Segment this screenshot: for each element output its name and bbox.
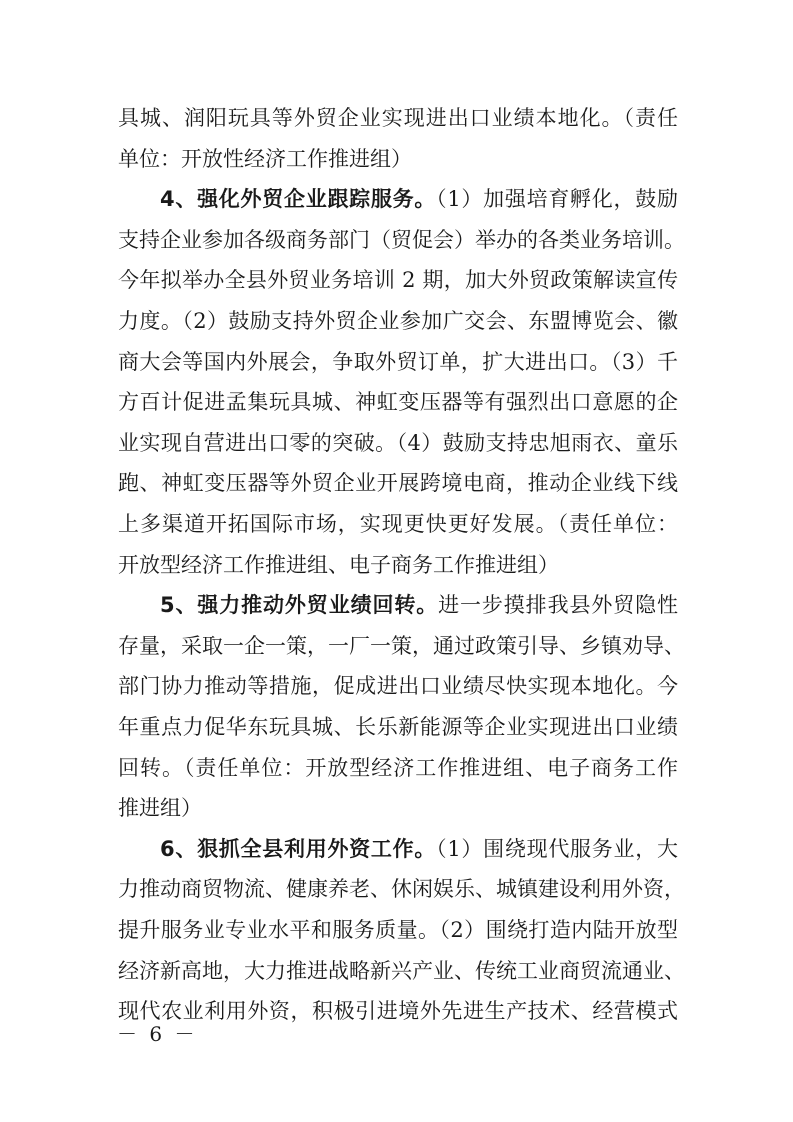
line-text: 商大会等国内外展会，争取外贸订单，扩大进出口。（3）千: [118, 349, 678, 374]
text-line: [160, 829, 678, 869]
line-text: 推进组）: [118, 796, 202, 821]
text-line: [118, 991, 678, 1031]
line-text: 跑、神虹变压器等外贸企业开展跨境电商，推动企业线下线: [118, 471, 678, 496]
line-text: 力度。（2）鼓励支持外贸企业参加广交会、东盟博览会、徽: [118, 309, 678, 333]
line-text: 部门协力推动等措施，促成进出口业绩尽快实现本地化。今: [118, 674, 678, 699]
page-number: － 6 －: [117, 1022, 198, 1046]
text-line: [118, 707, 678, 747]
line-text: （1）加强培育孵化，鼓励: [436, 187, 678, 212]
line-text: 具城、润阳玩具等外贸企业实现进出口业绩本地化。（责任: [118, 106, 678, 130]
text-line: [118, 423, 678, 463]
text-line: [118, 220, 685, 260]
line-text: 上多渠道开拓国际市场，实现更快更好发展。（责任单位：: [118, 512, 678, 536]
line-text: 现代农业利用外资，积极引进境外先进生产技术、经营模式: [118, 999, 678, 1024]
line-text: 力推动商贸物流、健康养老、休闲娱乐、城镇建设利用外资，: [118, 877, 685, 902]
line-text: 单位：开放性经济工作推进组）: [118, 146, 412, 171]
line-text: 方百计促进孟集玩具城、神虹变压器等有强烈出口意愿的企: [118, 390, 678, 415]
line-text: 提升服务业专业水平和服务质量。（2）围绕打造内陆开放型: [118, 918, 678, 942]
text-line: [160, 179, 678, 219]
text-line: [118, 301, 678, 341]
line-text: 支持企业参加各级商务部门（贸促会）举办的各类业务培训。: [118, 227, 685, 252]
text-line: [118, 869, 685, 909]
text-line: [118, 951, 685, 991]
line-text: 回转。（责任单位：开放型经济工作推进组、电子商务工作: [118, 755, 678, 780]
line-text: 开放型经济工作推进组、电子商务工作推进组）: [118, 552, 559, 577]
line-text: 进一步摸排我县外贸隐性: [438, 593, 678, 618]
text-line: [118, 545, 678, 585]
text-line: [118, 463, 678, 503]
text-line: [118, 98, 678, 138]
text-line: [118, 910, 678, 950]
text-line: [118, 504, 678, 544]
text-line: [118, 342, 678, 382]
text-line: [118, 260, 678, 300]
line-text: 存量，采取一企一策，一厂一策，通过政策引导、乡镇劝导、: [118, 633, 685, 658]
section-heading: 5、强力推动外贸业绩回转。: [160, 593, 439, 618]
text-line: [118, 788, 678, 828]
line-text: 经济新高地，大力推进战略新兴产业、传统工业商贸流通业、: [118, 958, 685, 983]
line-text: 今年拟举办全县外贸业务培训 2 期，加大外贸政策解读宣传: [118, 268, 678, 293]
text-line: [118, 666, 678, 706]
line-text: 业实现自营进出口零的突破。（4）鼓励支持忠旭雨衣、童乐: [118, 430, 678, 455]
text-line: [160, 585, 678, 625]
text-line: [118, 626, 685, 666]
text-line: [118, 382, 678, 422]
line-text: 年重点力促华东玩具城、长乐新能源等企业实现进出口业绩: [118, 715, 678, 739]
text-line: [118, 748, 678, 788]
section-heading: 6、狠抓全县利用外资工作。: [160, 836, 437, 861]
text-line: [118, 139, 678, 179]
section-heading: 4、强化外贸企业跟踪服务。: [160, 187, 437, 212]
line-text: （1）围绕现代服务业，大: [436, 836, 678, 861]
